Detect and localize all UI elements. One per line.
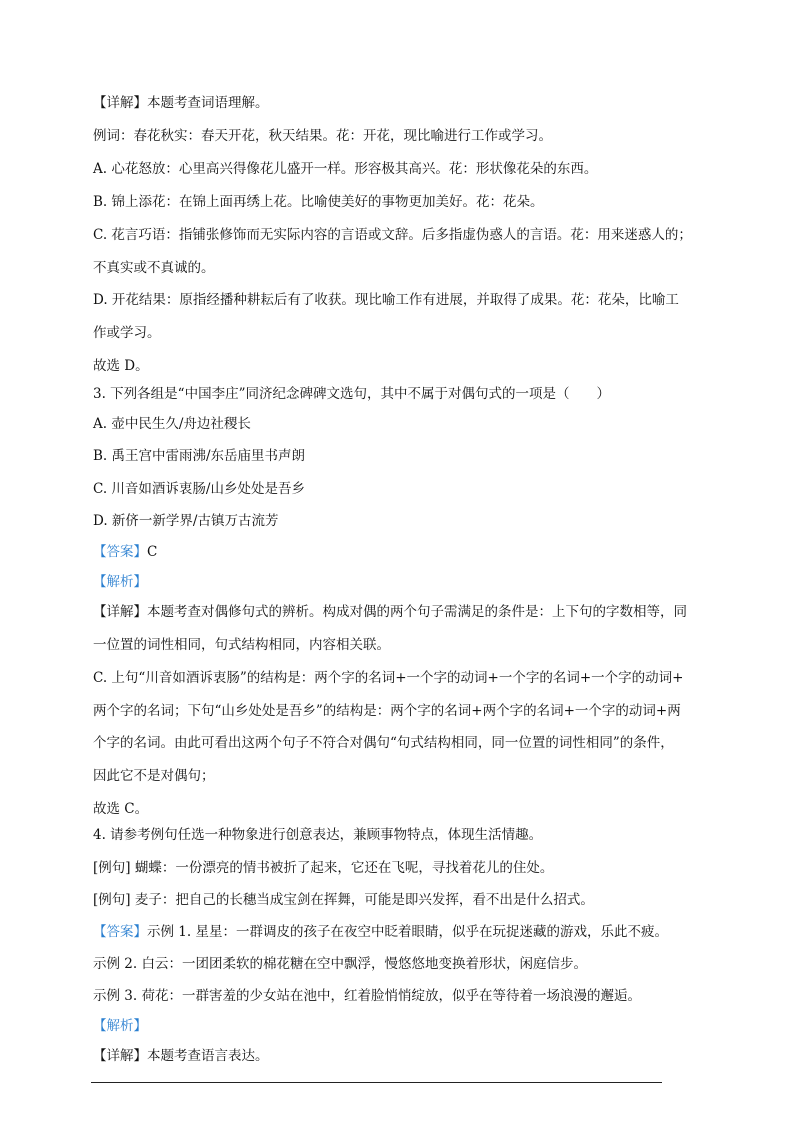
text-line: 一位置的词性相同，句式结构相同，内容相关联。 xyxy=(93,637,390,653)
text-line: C. 上句“川音如酒诉衷肠”的结构是：两个字的名词+一个字的动词+一个字的名词+一个字的动词+ xyxy=(93,670,684,686)
text-line: 【详解】本题考查语言表达。 xyxy=(93,1048,269,1064)
analysis-tag: 【解析】 xyxy=(93,574,147,590)
text-line: 个字的名词。由此可看出这两个句子不符合对偶句“句式结构相同，同一位置的词性相同”的条件， xyxy=(93,735,674,751)
option-b: B. 禹王宫中雷雨沸/东岳庙里书声朗 xyxy=(93,448,306,464)
text-line: 【详解】本题考查对偶修句式的辨析。构成对偶的两个句子需满足的条件是：上下句的字数相等，同 xyxy=(93,604,687,620)
option-a: A. 壶中民生久/舟边社稷长 xyxy=(93,416,251,432)
text-line: 故选 D。 xyxy=(93,358,149,374)
question-3: 3. 下列各组是“中国李庄”同济纪念碑碑文选句，其中不属于对偶句式的一项是（ ） xyxy=(93,386,610,402)
answer-tag: 【答案】 xyxy=(93,544,147,560)
text-line: D. 开花结果：原指经播种耕耘后有了收获。现比喻工作有进展，并取得了成果。花：花朵，比喻工 xyxy=(93,292,679,308)
analysis-tag-line xyxy=(93,1017,147,1035)
text-line: B. 锦上添花：在锦上面再绣上花。比喻使美好的事物更加美好。花：花朵。 xyxy=(93,194,544,210)
text-line: C. 花言巧语：指铺张修饰而无实际内容的言语或文辞。后多指虚伪惑人的言语。花：用来迷惑人的； xyxy=(93,227,692,243)
text-line: 故选 C。 xyxy=(93,801,149,817)
option-c: C. 川音如酒诉衷肠/山乡处处是吾乡 xyxy=(93,481,305,497)
text-line: 不真实或不真诚的。 xyxy=(93,260,215,276)
text-line: 作或学习。 xyxy=(93,325,161,341)
answer-line: 【答案】C xyxy=(93,544,158,560)
text-line: 例词：春花秋实：春天开花，秋天结果。花：开花，现比喻进行工作或学习。 xyxy=(93,128,552,144)
analysis-tag-line xyxy=(93,573,147,591)
example-line: [例句] 麦子：把自己的长穗当成宝剑在挥舞，可能是即兴发挥，看不出是什么招式。 xyxy=(93,892,594,908)
text-line: 示例 2. 白云：一团团柔软的棉花糖在空中飘浮，慢悠悠地变换着形状，闲庭信步。 xyxy=(93,956,587,972)
example-line: [例句] 蝴蝶：一份漂亮的情书被折了起来，它还在飞呢，寻找着花儿的住处。 xyxy=(93,860,554,876)
answer-line: 【答案】示例 1. 星星：一群调皮的孩子在夜空中眨着眼睛，似乎在玩捉迷藏的游戏，乐此不疲。 xyxy=(93,924,668,940)
analysis-tag: 【解析】 xyxy=(93,1018,147,1034)
text-line: 两个字的名词；下句“山乡处处是吾乡”的结构是：两个字的名词+两个字的名词+一个字的动词+两 xyxy=(93,703,681,719)
text-line: 示例 3. 荷花：一群害羞的少女站在池中，红着脸悄悄绽放，似乎在等待着一场浪漫的邂逅。 xyxy=(93,988,641,1004)
answer-tag: 【答案】 xyxy=(93,924,147,940)
text-line: A. 心花怒放：心里高兴得像花儿盛开一样。形容极其高兴。花：形状像花朵的东西。 xyxy=(93,161,598,177)
footer-rule xyxy=(91,1082,662,1083)
question-4: 4. 请参考例句任选一种物象进行创意表达，兼顾事物特点，体现生活情趣。 xyxy=(93,827,543,843)
text-line: 【详解】本题考查词语理解。 xyxy=(93,95,269,111)
option-d: D. 新侪一新学界/古镇万古流芳 xyxy=(93,513,279,529)
text-line: 因此它不是对偶句； xyxy=(93,768,215,784)
